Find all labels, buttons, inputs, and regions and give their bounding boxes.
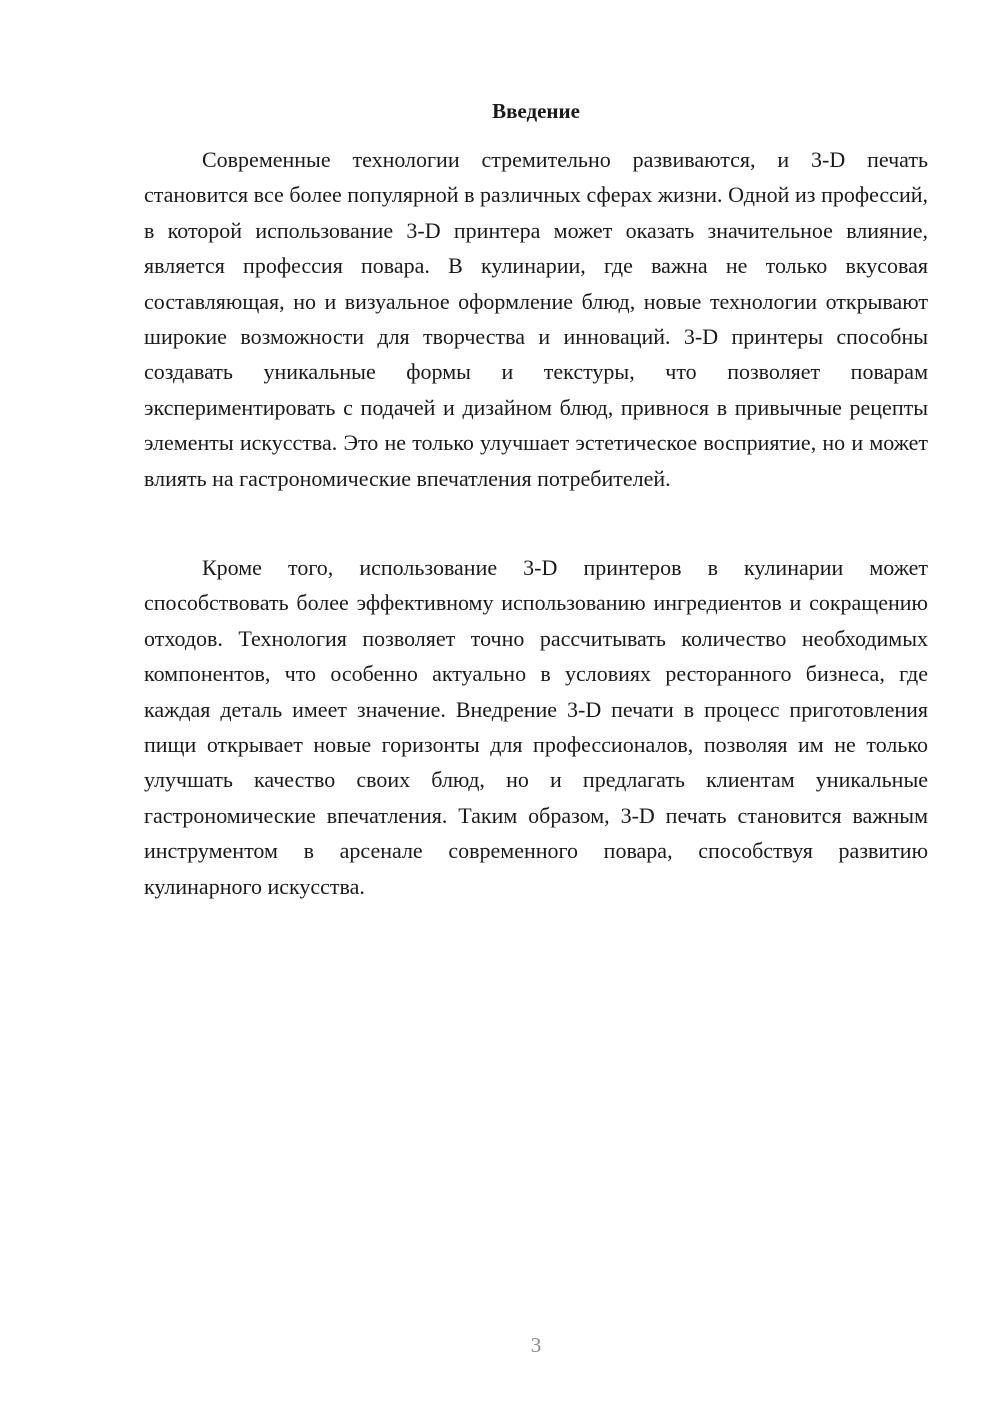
body-paragraph-container bbox=[144, 550, 928, 904]
body-paragraph: Современные технологии стремительно развиваются, и 3-D печать становится все более популярной в различных сферах жизни. Одной из профессий, в которой использование 3-D принтера может оказать значительное влияние, является профессия повара. В кулинарии, где важна не только вкусовая составляющая, но и визуальное оформление блюд, новые технологии открывают широкие возможности для творчества и инноваций. 3-D принтеры способны создавать уникальные формы и текстуры, что позволяет поварам экспериментировать с подачей и дизайном блюд, привнося в привычные рецепты элементы искусства. Это не только улучшает эстетическое восприятие, но и может влиять на гастрономические впечатления потребителей. bbox=[144, 147, 928, 491]
page-number: 3 bbox=[530, 1333, 542, 1357]
body-paragraph: Кроме того, использование 3-D принтеров в кулинарии может способствовать более эффективному использованию ингредиентов и сокращению отходов. Технология позволяет точно рассчитывать количество необходимых компонентов, что особенно актуально в условиях ресторанного бизнеса, где каждая деталь имеет значение. Внедрение 3-D печати в процесс приготовления пищи открывает новые горизонты для профессионалов, позволяя им не только улучшать качество своих блюд, но и предлагать клиентам уникальные гастрономические впечатления. Таким образом, 3-D печать становится важным инструментом в арсенале современного повара, способствуя развитию кулинарного искусства. bbox=[144, 555, 928, 899]
section-heading: Введение bbox=[492, 99, 580, 123]
body-paragraph-container bbox=[144, 142, 928, 496]
